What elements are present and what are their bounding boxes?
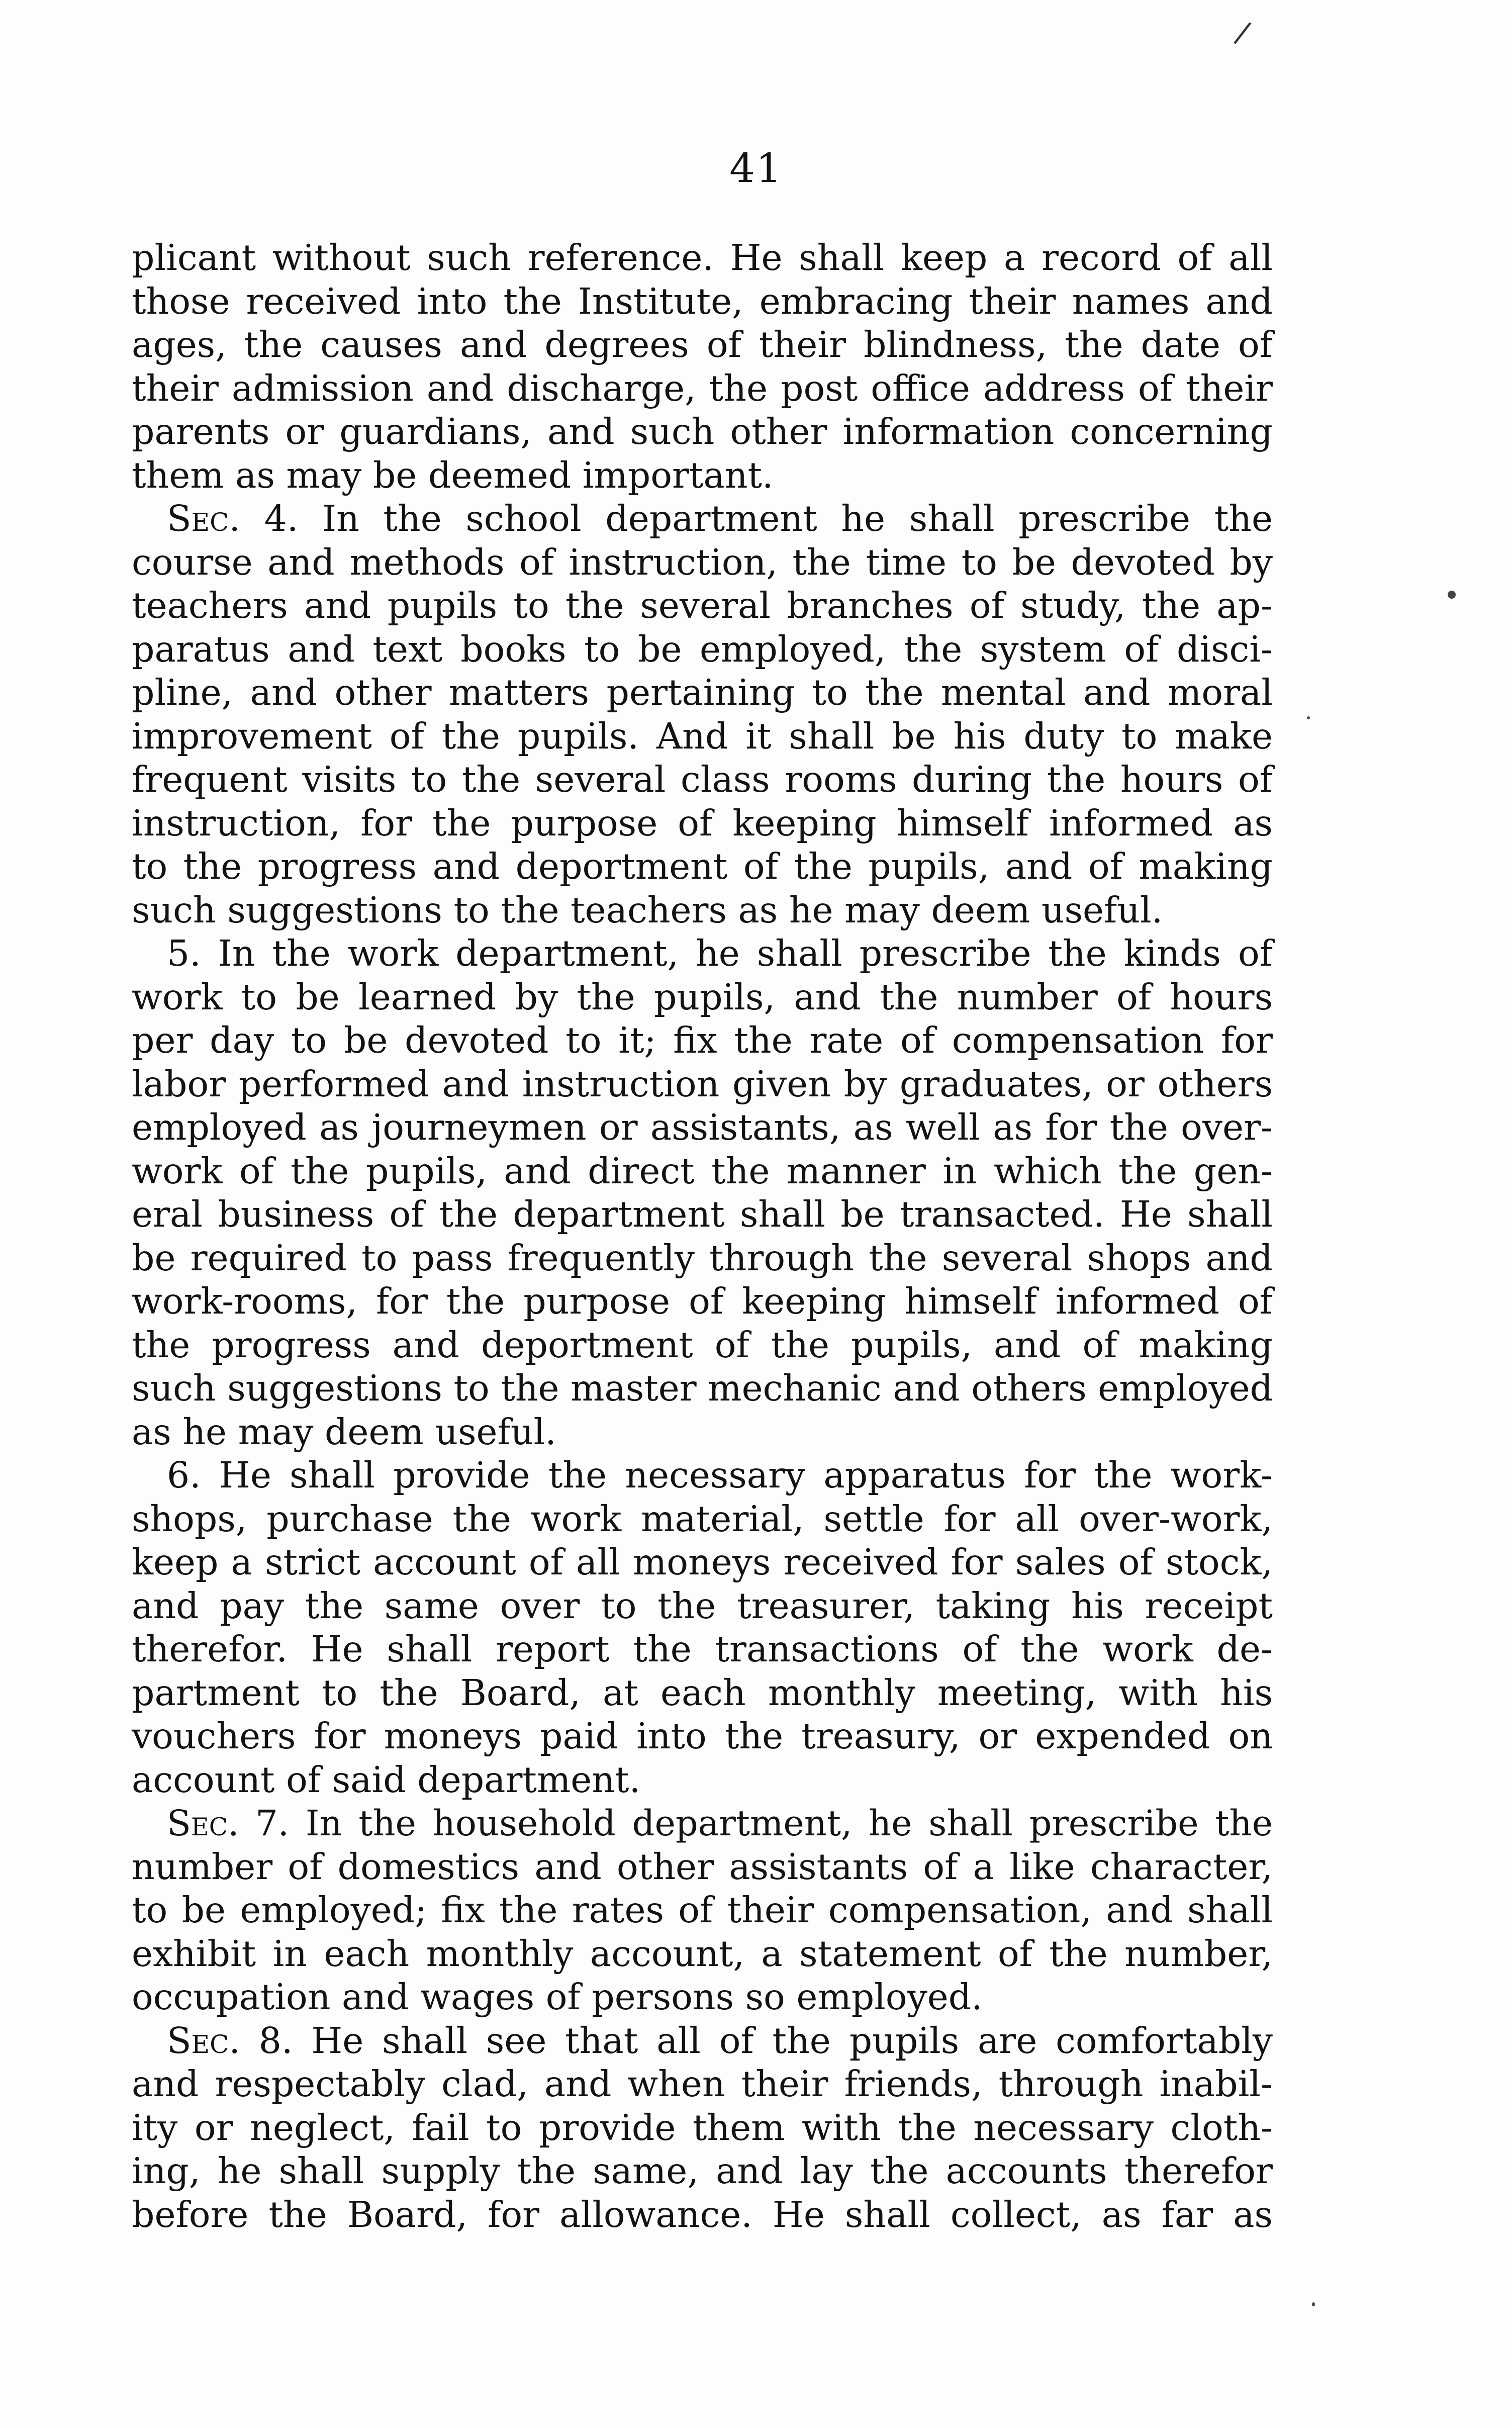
ink-speck: [1448, 591, 1456, 599]
section-abbrev: Sec.: [167, 1803, 239, 1844]
text-line: those received into the Institute, embracing their names and: [132, 280, 1273, 322]
text-line: parents or guardians, and such other information concerning: [132, 411, 1273, 452]
text-line: occupation and wages of persons so employed.: [132, 1976, 983, 2018]
text-line: exhibit in each monthly account, a statement of the number,: [132, 1932, 1273, 1975]
text-line: per day to be devoted to it; fix the rate of compensation for: [132, 1019, 1273, 1061]
text-line: the progress and deportment of the pupils, and of making: [132, 1324, 1273, 1366]
text-line: 5. In the work department, he shall prescribe the kinds of: [167, 932, 1273, 974]
text-line: Sec. 4. In the school department he shall prescribe the: [167, 498, 1273, 539]
text-line: teachers and pupils to the several branches of study, the ap-: [132, 585, 1273, 626]
text-line: such suggestions to the teachers as he may deem useful.: [132, 889, 1163, 931]
text-line: frequent visits to the several class rooms during the hours of: [132, 759, 1273, 800]
text-line: to the progress and deportment of the pupils, and of making: [132, 846, 1273, 887]
text-line: work to be learned by the pupils, and the number of hours: [132, 976, 1273, 1018]
text-line: instruction, for the purpose of keeping himself informed as: [132, 802, 1273, 844]
text-line: be required to pass frequently through the several shops and: [132, 1237, 1273, 1279]
text-line: account of said department.: [132, 1758, 641, 1801]
text-line: ing, he shall supply the same, and lay the accounts therefor: [132, 2150, 1273, 2192]
text-line: labor performed and instruction given by graduates, or others: [132, 1063, 1273, 1105]
text-line: paratus and text books to be employed, the system of disci-: [132, 628, 1273, 670]
text-line: course and methods of instruction, the time to be devoted by: [132, 541, 1273, 583]
text-line: pline, and other matters pertaining to the mental and moral: [132, 672, 1273, 713]
text-line: Sec. 7. In the household department, he shall prescribe the: [167, 1803, 1273, 1844]
text-line: their admission and discharge, the post office address of their: [132, 367, 1273, 409]
ink-speck: [1312, 2302, 1315, 2306]
text-line: keep a strict account of all moneys received for sales of stock,: [132, 1541, 1273, 1583]
text-line: and pay the same over to the treasurer, taking his receipt: [132, 1584, 1273, 1627]
page-number: 41: [729, 145, 783, 192]
text-line: eral business of the department shall be transacted. He shall: [132, 1193, 1273, 1235]
body-text: [132, 236, 1273, 2236]
text-line: work of the pupils, and direct the manner in which the gen-: [132, 1150, 1273, 1192]
text-line: as he may deem useful.: [132, 1411, 556, 1453]
text-line: therefor. He shall report the transactions of the work de-: [132, 1628, 1273, 1670]
text-line: them as may be deemed important.: [132, 454, 774, 496]
text-line: such suggestions to the master mechanic and others employed: [132, 1367, 1273, 1409]
ink-speck: [1307, 716, 1310, 719]
text-line: improvement of the pupils. And it shall be his duty to make: [132, 715, 1273, 757]
text-line: number of domestics and other assistants of a like character,: [132, 1845, 1273, 1888]
text-line: work-rooms, for the purpose of keeping himself informed of: [132, 1280, 1273, 1322]
stray-mark: /: [1232, 14, 1254, 51]
text-line: employed as journeymen or assistants, as well as for the over-: [132, 1106, 1273, 1148]
text-line: 6. He shall provide the necessary apparatus for the work-: [167, 1454, 1273, 1496]
text-line: and respectably clad, and when their friends, through inabil-: [132, 2063, 1273, 2105]
text-line: ity or neglect, fail to provide them with the necessary cloth-: [132, 2106, 1273, 2149]
text-line: shops, purchase the work material, settle for all over-work,: [132, 1498, 1273, 1540]
text-line: partment to the Board, at each monthly meeting, with his: [132, 1671, 1273, 1714]
text-line: before the Board, for allowance. He shall collect, as far as: [132, 2193, 1273, 2235]
text-line: to be employed; fix the rates of their compensation, and shall: [132, 1889, 1273, 1931]
text-line: plicant without such reference. He shall keep a record of all: [132, 237, 1273, 278]
text-line: ages, the causes and degrees of their blindness, the date of: [132, 324, 1273, 365]
section-abbrev: Sec.: [167, 498, 240, 539]
section-abbrev: Sec.: [167, 2019, 240, 2062]
text-line: vouchers for moneys paid into the treasury, or expended on: [132, 1715, 1273, 1757]
text-line: Sec. 8. He shall see that all of the pupils are comfortably: [167, 2019, 1273, 2062]
